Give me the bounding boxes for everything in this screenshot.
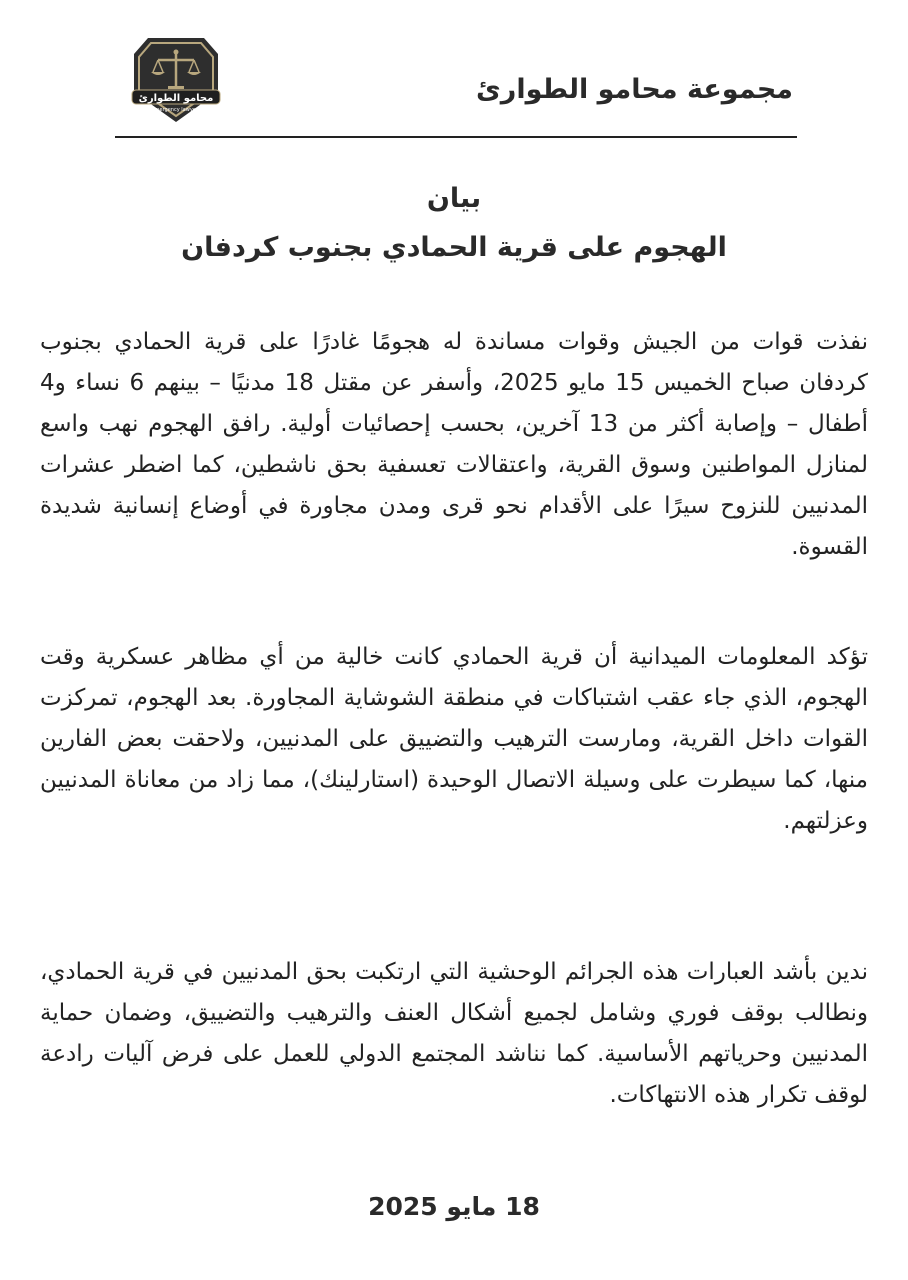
paragraph-2: تؤكد المعلومات الميدانية أن قرية الحمادي كانت خالية من أي مظاهر عسكرية وقت الهجوم، الذي جاء عقب اشتباكات في منطقة الشوشاية المجاورة. بعد الهجوم، تمركزت القوات داخل القرية، ومارست الترهيب والتضييق على المدنيين، ولاحقت بعض الفارين منها، كما سيطرت على وسيلة الاتصال الوحيدة (استارلينك)، مما زاد من معاناة المدنيين وعزلتهم. [40,644,868,834]
svg-text:Emergency lawyers: Emergency lawyers [151,107,201,113]
header-divider [115,136,797,138]
organization-logo [128,30,224,126]
organization-name: مجموعة محامو الطوارئ [476,74,793,105]
document-title: الهجوم على قرية الحمادي بجنوب كردفان [181,232,727,263]
paragraph-3: ندين بأشد العبارات هذه الجرائم الوحشية التي ارتكبت بحق المدنيين في قرية الحمادي، ونطالب بوقف فوري وشامل لجميع أشكال العنف والترهيب والتضييق، وضمان حماية المدنيين وحرياتهم الأساسية. كما نناشد المجتمع الدولي للعمل على فرض آليات رادعة لوقف تكرار هذه الانتهاكات. [40,959,868,1108]
scales-of-justice-icon [128,30,224,126]
svg-text:محامو الطوارئ: محامو الطوارئ [138,93,214,104]
document-label: بيان [426,183,482,214]
paragraph-1: نفذت قوات من الجيش وقوات مساندة له هجومًا غادرًا على قرية الحمادي بجنوب كردفان صباح الخميس 15 مايو 2025، وأسفر عن مقتل 18 مدنيًا – بينهم 6 نساء و4 أطفال – وإصابة أكثر من 13 آخرين، بحسب إحصائيات أولية. رافق الهجوم نهب واسع لمنازل المواطنين وسوق القرية، واعتقالات تعسفية بحق ناشطين، كما اضطر عشرات المدنيين للنزوح سيرًا على الأقدام نحو قرى ومدن مجاورة في أوضاع إنسانية شديدة القسوة. [40,329,868,560]
document-date: 18 مايو 2025 [368,1192,540,1221]
